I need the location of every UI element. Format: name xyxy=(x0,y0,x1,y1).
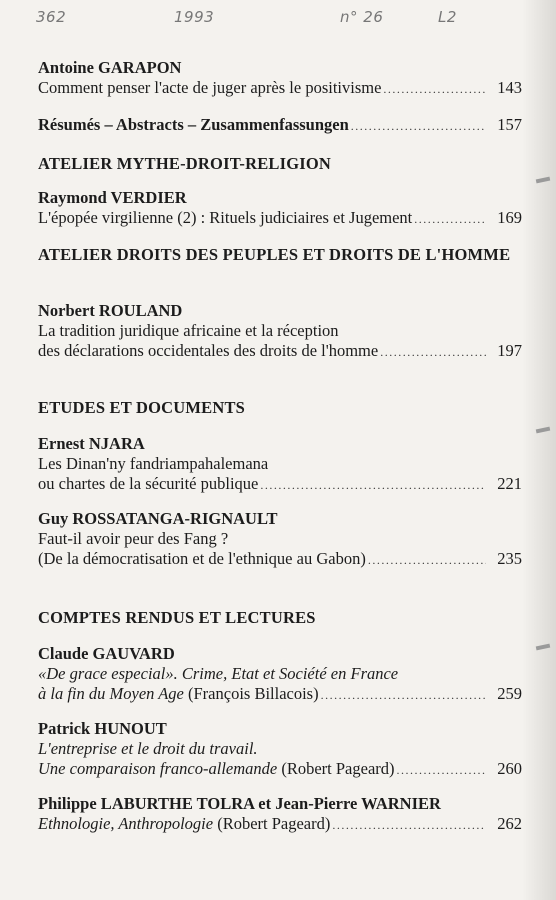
toc-entry xyxy=(38,115,522,136)
dot-leader xyxy=(321,685,486,705)
handwritten-year: 1993 xyxy=(174,8,215,26)
entry-author: Raymond VERDIER xyxy=(38,188,187,207)
entry-author: Philippe LABURTHE TOLRA et Jean-Pierre WARNIER xyxy=(38,794,441,813)
entry-author: Antoine GARAPON xyxy=(38,58,182,77)
section-heading: ETUDES ET DOCUMENTS xyxy=(38,398,246,417)
entry-title: Comment penser l'acte de juger après le positivisme xyxy=(38,78,382,97)
entry-page: 221 xyxy=(497,474,522,493)
entry-title-row xyxy=(38,208,522,229)
entry-title-row xyxy=(38,78,522,99)
dot-leader xyxy=(332,815,486,835)
entry-author: Claude GAUVARD xyxy=(38,644,175,663)
entry-page: 143 xyxy=(497,78,522,97)
entry-title-row xyxy=(38,759,522,780)
entry-title: (De la démocratisation et de l'ethnique au Gabon) xyxy=(38,549,366,568)
toc-entry xyxy=(38,58,522,99)
dot-leader xyxy=(383,79,486,99)
entry-title: Résumés – Abstracts – Zusammenfassungen xyxy=(38,115,349,134)
handwritten-number: 362 xyxy=(36,8,67,26)
section-heading: ATELIER MYTHE-DROIT-RELIGION xyxy=(38,154,332,173)
entry-page: 157 xyxy=(497,115,522,134)
entry-title-italic: à la fin du Moyen Age xyxy=(38,684,184,703)
entry-author: Norbert ROULAND xyxy=(38,301,183,320)
section-heading: COMPTES RENDUS ET LECTURES xyxy=(38,608,316,627)
entry-title-italic: Une comparaison franco-allemande xyxy=(38,759,278,778)
section-heading: ATELIER DROITS DES PEUPLES ET DROITS DE L'HOMME xyxy=(38,245,511,264)
entry-title xyxy=(38,759,395,779)
table-of-contents xyxy=(38,58,522,835)
entry-reviewer: (Robert Pageard) xyxy=(217,814,331,833)
entry-title-row xyxy=(38,684,522,705)
entry-page: 262 xyxy=(497,814,522,833)
page-edge-shadow xyxy=(522,0,556,900)
entry-author: Ernest NJARA xyxy=(38,434,145,453)
entry-reviewer: (Robert Pageard) xyxy=(281,759,395,778)
entry-title-line: Les Dinan'ny fandriampahalemana xyxy=(38,454,269,473)
entry-title xyxy=(38,684,319,704)
entry-author: Guy ROSSATANGA-RIGNAULT xyxy=(38,509,278,528)
entry-title-row xyxy=(38,474,522,495)
dot-leader xyxy=(368,550,486,570)
entry-title-line: «De grace especial». Crime, Etat et Société en France xyxy=(38,664,399,683)
entry-page: 197 xyxy=(497,341,522,360)
entry-title-row xyxy=(38,341,522,362)
toc-entry xyxy=(38,509,522,570)
entry-title-italic: Ethnologie, Anthropologie xyxy=(38,814,214,833)
entry-title-line: L'entreprise et le droit du travail. xyxy=(38,739,258,758)
entry-title-line: Faut-il avoir peur des Fang ? xyxy=(38,529,229,548)
entry-title-row xyxy=(38,549,522,570)
entry-author: Patrick HUNOUT xyxy=(38,719,167,738)
toc-entry xyxy=(38,188,522,229)
toc-entry xyxy=(38,644,522,705)
toc-entry xyxy=(38,301,522,362)
entry-reviewer: (François Billacois) xyxy=(188,684,319,703)
entry-title xyxy=(38,814,330,834)
toc-entry xyxy=(38,794,522,835)
entry-title-row xyxy=(38,115,522,136)
entry-title-row xyxy=(38,814,522,835)
handwritten-code: L2 xyxy=(438,8,457,26)
dot-leader xyxy=(397,760,486,780)
dot-leader xyxy=(351,116,486,136)
dot-leader xyxy=(380,342,486,362)
toc-entry xyxy=(38,434,522,495)
entry-title: L'épopée virgilienne (2) : Rituels judiciaires et Jugement xyxy=(38,208,413,227)
dot-leader xyxy=(260,475,486,495)
entry-title-line: La tradition juridique africaine et la réception xyxy=(38,321,339,340)
entry-title: ou chartes de la sécurité publique xyxy=(38,474,259,493)
entry-page: 260 xyxy=(497,759,522,778)
dot-leader xyxy=(414,209,486,229)
entry-page: 235 xyxy=(497,549,522,568)
toc-entry xyxy=(38,719,522,780)
entry-title: des déclarations occidentales des droits de l'homme xyxy=(38,341,379,360)
entry-page: 169 xyxy=(497,208,522,227)
entry-page: 259 xyxy=(497,684,522,703)
handwritten-issue: n° 26 xyxy=(340,8,384,26)
